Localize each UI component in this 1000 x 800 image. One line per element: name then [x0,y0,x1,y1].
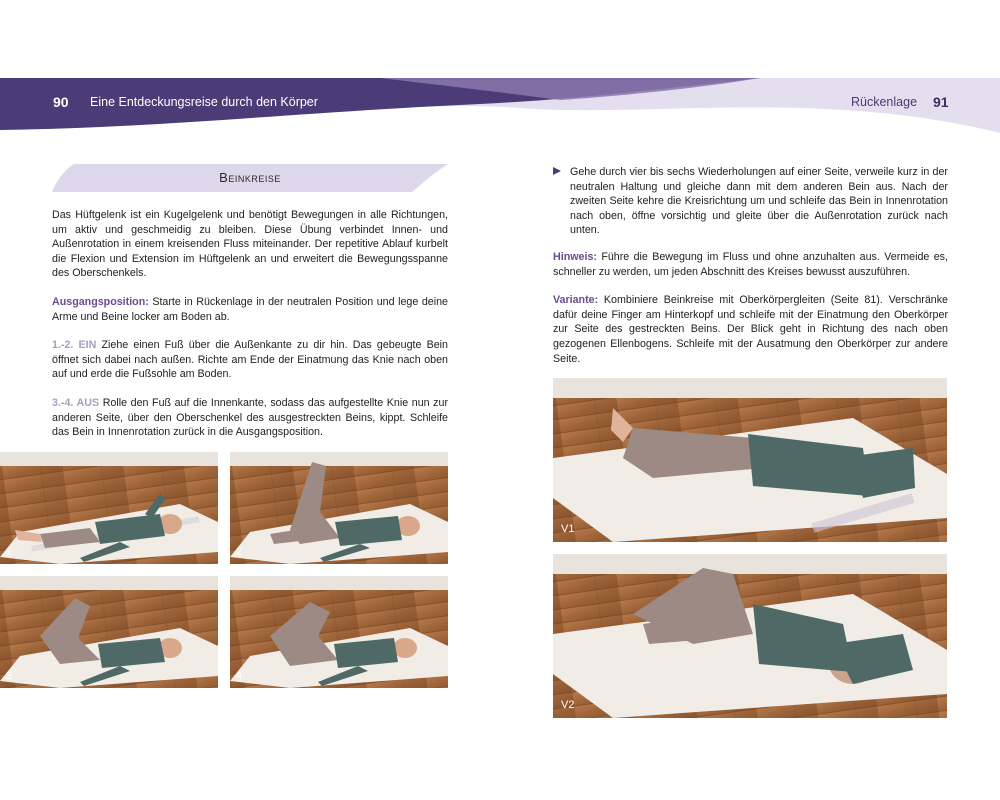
step-1-2-paragraph [52,338,448,382]
start-position-label: Ausgangsposition: [52,295,149,308]
left-text-column [52,208,448,454]
photo-label-v2: V2 [561,699,575,711]
exercise-photo-3 [0,576,218,688]
start-position-text: Starte in Rückenlage in der neutralen Position und lege deine Arme und Beine locker am Boden ab. [52,295,448,323]
section-banner [52,164,448,192]
photo-label-2: 2 [236,546,243,558]
variant-paragraph [553,293,948,366]
right-page-number: 91 [933,94,949,110]
photo-label-1: 1 [6,546,13,558]
hint-paragraph [553,250,948,279]
variant-label: Variante: [553,294,599,307]
right-running-title: Rückenlage [851,95,918,109]
section-title: Beinkreise [219,170,281,185]
photo-label-3: 3 [6,670,13,682]
left-running-title: Eine Entdeckungsreise durch den Körper [90,95,318,109]
intro-paragraph: Das Hüftgelenk ist ein Kugelgelenk und benötigt Bewegungen in alle Richtungen, um aktiv und geschmeidig zu bleiben. Diese Übung verbindet Innen- und Außenrotation in einem kreisenden Fluss miteinander. Der repetitive Ablauf kurbelt die Flexion und Extension im Hüftgelenk an und erweitert die Bewegungsspanne des Oberschenkels. [52,209,448,280]
step-3-4-text: Rolle den Fuß auf die Innenkante, sodass das aufgestellte Knie nun zur anderen Seite, über den Oberschenkel des ausgestreckten Beins, kippt. Schleife das Bein in Innenrotation zurück in die Ausgangsposition. [52,396,449,439]
hint-label: Hinweis: [553,251,597,263]
start-position-paragraph [52,295,448,324]
right-text-column [553,250,948,380]
bullet-text: Gehe durch vier bis sechs Wiederholungen auf einer Seite, verweile kurz in der neutralen Haltung und gleiche dann mit dem anderen Bein aus. Nach der zweiten Seite kehre die Kreisrichtung um und schleife das Bein in Innenrotation nach oben, öffne vorsichtig und gleite über die Außenrotation zurück nach unten. [570,166,948,237]
bullet-triangle-icon [553,167,561,175]
step-1-2-text: Ziehe einen Fuß über die Außenkante zu dir hin. Das gebeugte Bein öffnet sich dabei nach außen. Richte am Ende der Einatmung das Knie nach oben auf und erde die Fußsohle am Boden. [52,339,448,381]
step-3-4-paragraph [52,396,448,440]
variant-text: Kombiniere Beinkreise mit Oberkörpergleiten (Seite 81). Verschränke dafür deine Finger am Hinterkopf und schleife mit der Einatmung den Oberkörper zur Seite des gestreckten Beins. Der Blick geht in Richtung des nach oben gezogenen Ellenbogens. Schleife mit der Ausatmung den Oberkörper zur andere Seite. [553,294,948,365]
step-1-2-label: 1.-2. EIN [52,339,97,352]
step-3-4-label: 3.-4. AUS [52,396,100,409]
photo-label-v1: V1 [561,523,575,535]
variant-photo-v2 [553,554,947,718]
photo-label-4: 4 [236,670,243,682]
variant-photo-v1 [553,378,947,542]
hint-text: Führe die Bewegung im Fluss und ohne anzuhalten aus. Vermeide es, schneller zu werden, um jeden Abschnitt des Kreises bewusst auszuführen. [553,251,948,278]
exercise-photo-2 [230,452,448,564]
exercise-photo-1 [0,452,218,564]
bullet-paragraph [570,165,948,252]
exercise-photo-4 [230,576,448,688]
left-page-number: 90 [53,94,69,110]
